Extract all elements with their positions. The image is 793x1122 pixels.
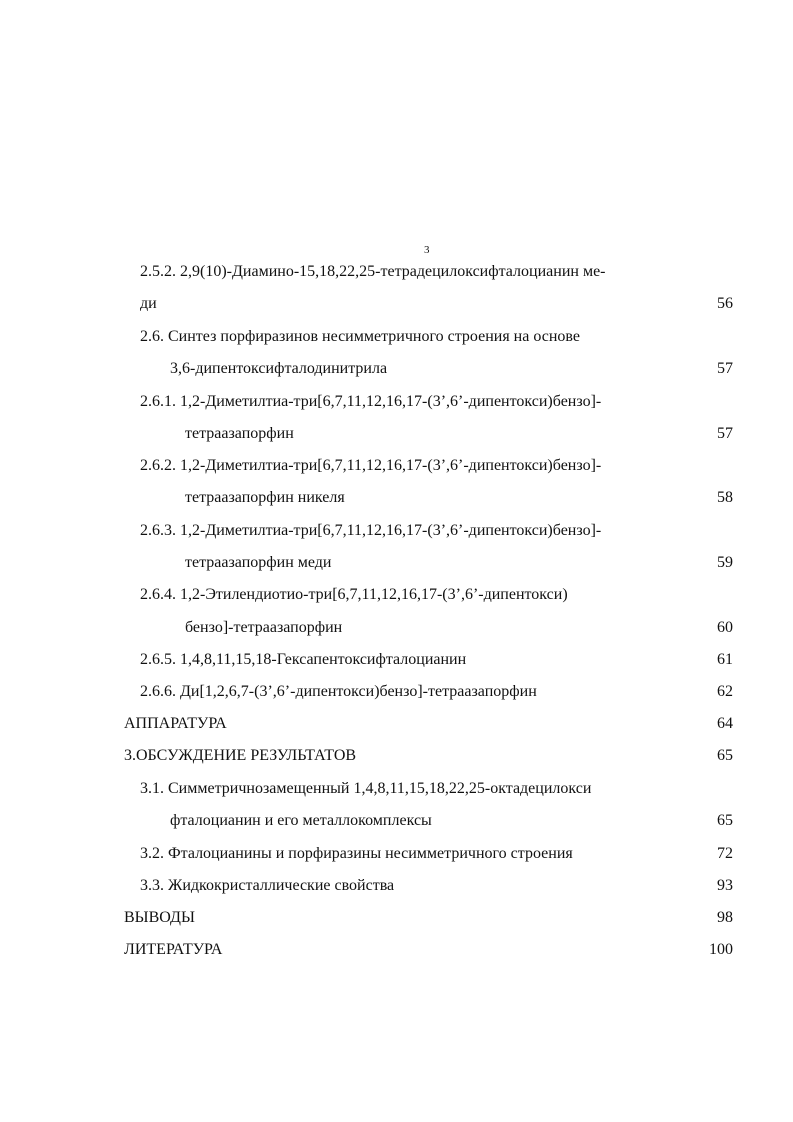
toc-page-3-3: 93 [717, 877, 733, 894]
toc-entry-2-5-2-line-2: ди [140, 295, 157, 312]
toc-entry-3-1-line-2: фталоцианин и его металлокомплексы [170, 812, 432, 829]
toc-page-2-6-4: 60 [717, 619, 733, 636]
toc-entry-2-6-4-line-2: бензо]-тетраазапорфин [185, 619, 343, 636]
toc-entry-2-6-2-line-1: 2.6.2. 1,2-Диметилтиа-три[6,7,11,12,16,17-(3’,6’-дипентокси)бензо]- [140, 457, 602, 474]
toc-entry-2-6-6: 2.6.6. Ди[1,2,6,7-(3’,6’-дипентокси)бензо]-тетраазапорфин [140, 683, 537, 700]
toc-entry-2-6-2-line-2: тетраазапорфин никеля [185, 489, 345, 506]
toc-page-apparatus: 64 [717, 715, 733, 732]
toc-page-2-6-5: 61 [717, 651, 733, 668]
toc-page-2-6-6: 62 [717, 683, 733, 700]
toc-entry-2-6-1-line-1: 2.6.1. 1,2-Диметилтиа-три[6,7,11,12,16,17-(3’,6’-дипентокси)бензо]- [140, 393, 602, 410]
toc-entry-2-6-line-1: 2.6. Синтез порфиразинов несимметричного строения на основе [140, 328, 580, 345]
toc-entry-2-6-5: 2.6.5. 1,4,8,11,15,18-Гексапентоксифталоцианин [140, 651, 467, 668]
toc-page-2-6-2: 58 [717, 489, 733, 506]
toc-entry-3-2: 3.2. Фталоцианины и порфиразины несимметричного строения [140, 845, 573, 862]
toc-entry-conclusions: ВЫВОДЫ [124, 909, 195, 926]
toc-entry-3: 3.ОБСУЖДЕНИЕ РЕЗУЛЬТАТОВ [124, 747, 357, 764]
toc-entry-2-6-4-line-1: 2.6.4. 1,2-Этилендиотио-три[6,7,11,12,16,17-(3’,6’-дипентокси) [140, 586, 568, 603]
toc-page-conclusions: 98 [717, 909, 733, 926]
toc-page-3: 65 [717, 747, 733, 764]
toc-page-2-6: 57 [717, 360, 733, 377]
toc-entry-apparatus: АППАРАТУРА [124, 715, 227, 732]
page-number: 3 [424, 244, 430, 256]
toc-page-3-2: 72 [717, 845, 733, 862]
toc-page-2-6-1: 57 [717, 425, 733, 442]
toc-entry-2-6-1-line-2: тетраазапорфин [185, 425, 294, 442]
toc-entry-2-6-3-line-1: 2.6.3. 1,2-Диметилтиа-три[6,7,11,12,16,17-(3’,6’-дипентокси)бензо]- [140, 522, 602, 539]
toc-entry-3-3: 3.3. Жидкокристаллические свойства [140, 877, 395, 894]
toc-page-2-6-3: 59 [717, 554, 733, 571]
toc-page-2-5-2: 56 [717, 295, 733, 312]
toc-entry-2-5-2-line-1: 2.5.2. 2,9(10)-Диамино-15,18,22,25-тетрадецилоксифталоцианин ме- [140, 263, 606, 280]
toc-entry-3-1-line-1: 3.1. Симметричнозамещенный 1,4,8,11,15,18,22,25-октадецилокси [140, 780, 592, 797]
toc-page-references: 100 [709, 941, 733, 958]
toc-entry-2-6-3-line-2: тетраазапорфин меди [185, 554, 332, 571]
toc-page-3-1: 65 [717, 812, 733, 829]
toc-entry-2-6-line-2: 3,6-дипентоксифталодинитрила [170, 360, 388, 377]
toc-entry-references: ЛИТЕРАТУРА [124, 941, 223, 958]
